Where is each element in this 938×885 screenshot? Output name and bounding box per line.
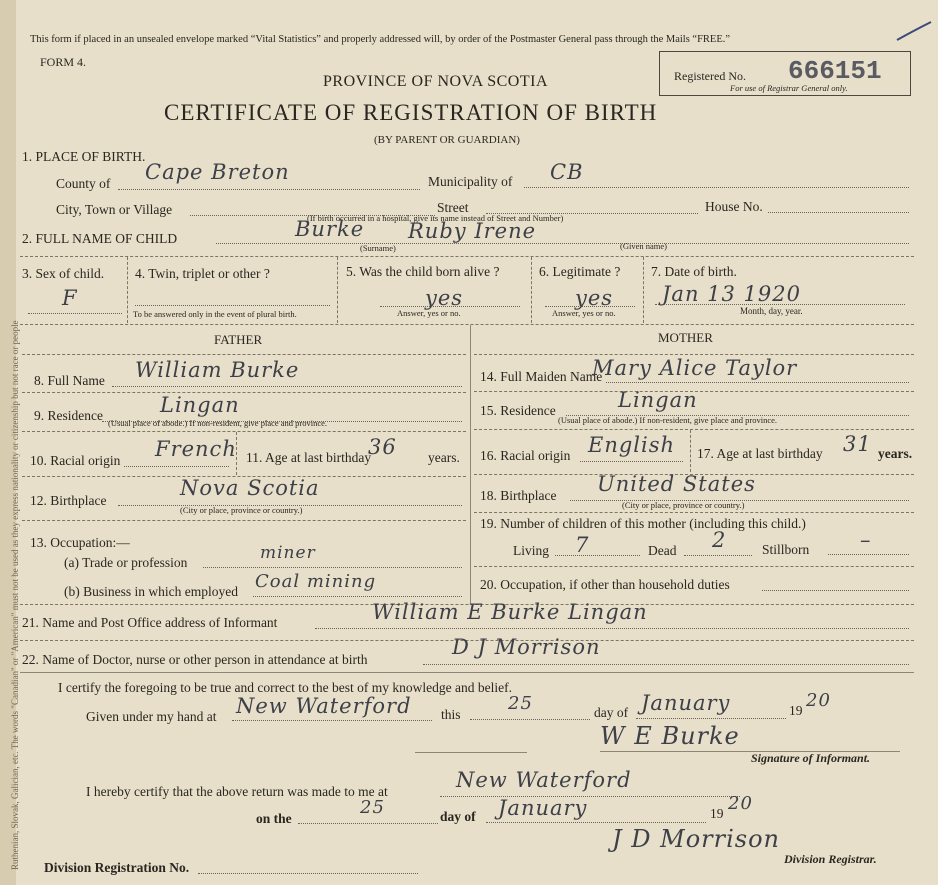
registrar-day: 25 <box>360 797 385 818</box>
business-value: Coal mining <box>255 571 377 592</box>
mother-residence: Lingan <box>618 388 698 412</box>
hospital-note: (If birth occurred in a hospital, give its name instead of Street and Number) <box>307 213 564 223</box>
county-value: Cape Breton <box>145 160 290 184</box>
surname-caption: (Surname) <box>360 243 396 253</box>
mother-age: 31 <box>843 432 872 456</box>
living-label: Living <box>513 543 549 558</box>
living-value: 7 <box>575 533 590 557</box>
house-number-label: House No. <box>705 199 763 214</box>
trade-value: miner <box>260 543 316 563</box>
sex-label: 3. Sex of child. <box>22 266 105 281</box>
twin-label: 4. Twin, triplet or other ? <box>135 266 270 281</box>
given-under-label: Given under my hand at <box>86 709 217 724</box>
dead-label: Dead <box>648 543 677 558</box>
legitimate-caption: Answer, yes or no. <box>552 308 616 318</box>
born-alive-label: 5. Was the child born alive ? <box>346 264 500 279</box>
father-years: years. <box>428 450 460 465</box>
father-heading: FATHER <box>214 332 263 347</box>
division-registrar-caption: Division Registrar. <box>784 852 877 866</box>
informant-label: 21. Name and Post Office address of Informant <box>22 615 278 630</box>
children-count-label: 19. Number of children of this mother (including this child.) <box>480 516 806 531</box>
father-racial-label: 10. Racial origin <box>30 453 121 468</box>
father-racial-origin: French <box>155 437 237 461</box>
form-number: FORM 4. <box>40 55 87 69</box>
mother-name-label: 14. Full Maiden Name <box>480 369 603 384</box>
sex-value: F <box>62 286 78 310</box>
check-mark-icon <box>895 20 935 44</box>
mother-name: Mary Alice Taylor <box>592 356 798 380</box>
registrar-signature: J D Morrison <box>612 825 780 853</box>
doctor-label: 22. Name of Doctor, nurse or other person in attendance at birth <box>22 652 368 667</box>
mother-heading: MOTHER <box>658 330 713 345</box>
mother-racial-origin: English <box>588 433 676 457</box>
father-birthplace: Nova Scotia <box>180 476 320 500</box>
division-registration-label: Division Registration No. <box>44 860 190 875</box>
mother-residence-caption: (Usual place of abode.) If non-resident, give place and province. <box>558 415 778 425</box>
municipality-value: CB <box>550 160 584 184</box>
mother-residence-label: 15. Residence <box>480 403 556 418</box>
father-age: 36 <box>368 435 397 459</box>
registrar-year-prefix: 19 <box>710 806 724 821</box>
certify-statement: I certify the foregoing to be true and correct to the best of my knowledge and belief. <box>58 680 512 695</box>
given-year-suffix: 20 <box>806 690 831 711</box>
dead-value: 2 <box>712 528 727 552</box>
doctor-value: D J Morrison <box>452 635 601 659</box>
registrar-year-suffix: 20 <box>728 793 753 814</box>
given-day: 25 <box>508 693 533 714</box>
given-year-prefix: 19 <box>789 703 803 718</box>
legitimate-label: 6. Legitimate ? <box>539 264 621 279</box>
street-label: Street <box>437 200 469 215</box>
father-name-label: 8. Full Name <box>34 373 105 388</box>
registrar-statement: I hereby certify that the above return was made to me at <box>86 784 388 799</box>
on-the-label: on the <box>256 811 292 826</box>
child-given-name: Ruby Irene <box>408 219 537 243</box>
province-heading: PROVINCE OF NOVA SCOTIA <box>323 73 549 90</box>
registrar-day-of-label: day of <box>440 809 476 824</box>
page-subtitle: (BY PARENT OR GUARDIAN) <box>374 134 520 146</box>
mother-occupation-label: 20. Occupation, if other than household duties <box>480 577 730 592</box>
registrar-note: For use of Registrar General only. <box>730 83 848 93</box>
mail-notice: This form if placed in an unsealed envelope marked “Vital Statistics” and properly addressed will, by order of the Postmaster General pass through the Mails “FREE.” <box>30 34 731 45</box>
born-alive-value: yes <box>425 286 464 310</box>
city-label: City, Town or Village <box>56 202 173 217</box>
registrar-month: January <box>498 796 588 820</box>
father-residence-caption: (Usual place of abode.) If non-resident, give place and province. <box>108 418 328 428</box>
twin-note: To be answered only in the event of plural birth. <box>133 309 297 319</box>
stillborn-label: Stillborn <box>762 542 810 557</box>
registered-label: Registered No. <box>674 69 746 83</box>
given-name-caption: (Given name) <box>620 241 667 251</box>
date-of-birth-caption: Month, day, year. <box>740 306 803 316</box>
date-of-birth-label: 7. Date of birth. <box>651 264 737 279</box>
father-name: William Burke <box>135 358 300 382</box>
left-margin-strip <box>0 0 20 885</box>
business-label: (b) Business in which employed <box>64 584 238 599</box>
mother-birthplace-label: 18. Birthplace <box>480 488 557 503</box>
father-residence-label: 9. Residence <box>34 408 103 423</box>
informant-signature: W E Burke <box>600 722 740 750</box>
father-birthplace-caption: (City or place, province or country.) <box>180 505 303 515</box>
mother-age-label: 17. Age at last birthday <box>697 446 823 461</box>
registered-number: 666151 <box>788 56 882 86</box>
registrar-place: New Waterford <box>456 768 632 792</box>
legitimate-value: yes <box>575 286 614 310</box>
this-label: this <box>441 707 461 722</box>
father-residence: Lingan <box>160 393 240 417</box>
given-month: January <box>641 691 731 715</box>
municipality-label: Municipality of <box>428 174 513 189</box>
signature-caption: Signature of Informant. <box>751 751 871 765</box>
born-alive-caption: Answer, yes or no. <box>397 308 461 318</box>
mother-birthplace: United States <box>597 472 756 496</box>
date-of-birth-value: Jan 13 1920 <box>662 282 801 306</box>
child-surname: Burke <box>295 217 365 241</box>
registered-number-box <box>659 51 911 96</box>
occupation-label: 13. Occupation:— <box>30 535 130 550</box>
child-name-label: 2. FULL NAME OF CHILD <box>22 231 178 246</box>
mother-racial-label: 16. Racial origin <box>480 448 571 463</box>
mother-birthplace-caption: (City or place, province or country.) <box>622 500 745 510</box>
father-birthplace-label: 12. Birthplace <box>30 493 107 508</box>
father-age-label: 11. Age at last birthday <box>246 450 372 465</box>
given-place: New Waterford <box>236 694 412 718</box>
given-day-of-label: day of <box>594 705 629 720</box>
stillborn-value: – <box>860 528 872 552</box>
side-note: Ruthenian, Slovak, Galician, etc. The words "Canadian" or "American" must not be used as they express nationality or citizenship but not race or people <box>10 320 20 870</box>
mother-years: years. <box>878 446 913 461</box>
county-label: County of <box>56 176 111 191</box>
trade-label: (a) Trade or profession <box>64 555 188 570</box>
page-title: CERTIFICATE OF REGISTRATION OF BIRTH <box>164 100 658 125</box>
place-of-birth-label: 1. PLACE OF BIRTH. <box>22 149 146 164</box>
informant-value: William E Burke Lingan <box>372 600 648 624</box>
